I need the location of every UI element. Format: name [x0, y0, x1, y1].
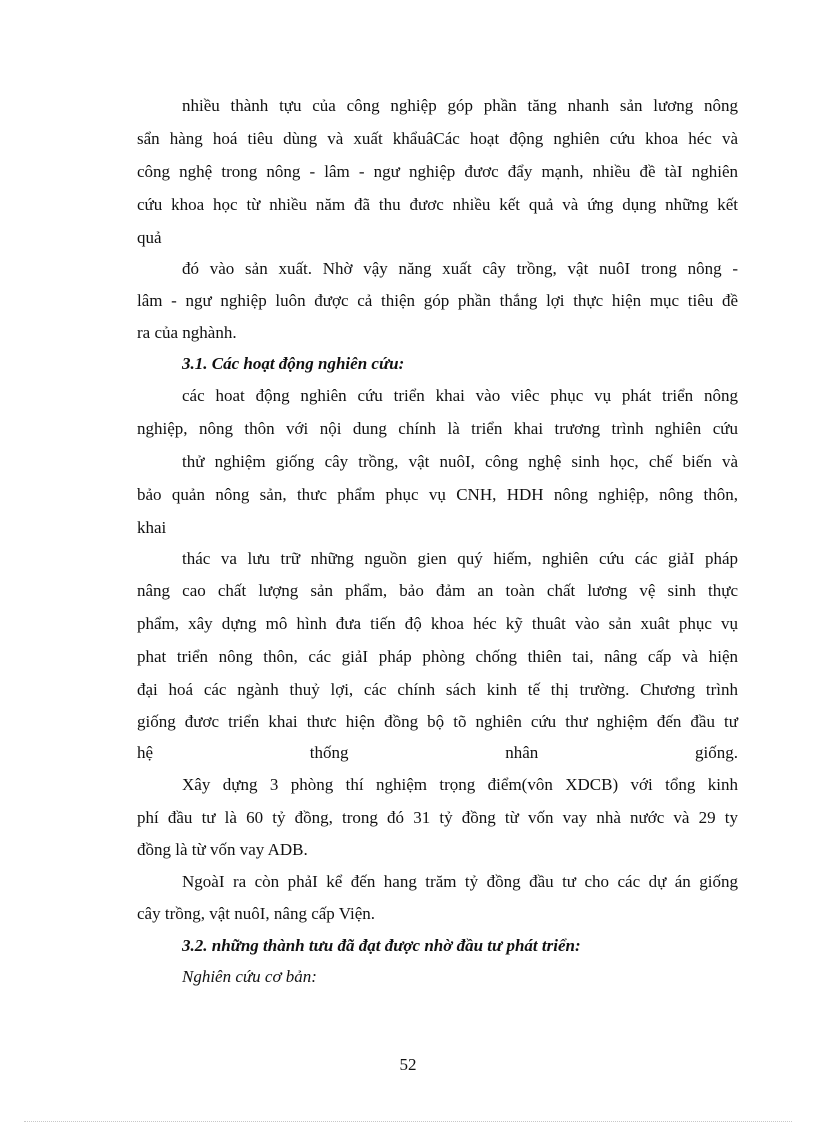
- text-line: đồng là từ vốn vay ADB.: [137, 840, 308, 859]
- text-line: công nghệ trong nông - lâm - ngư nghiệp đươc đẩy mạnh, nhiều đề tàI nghiên: [137, 162, 738, 181]
- text-line: thác va lưu trữ những nguồn gien quý hiếm, nghiên cứu các giảI pháp: [182, 549, 738, 568]
- text-line: ra của nghành.: [137, 323, 237, 342]
- text-line: nghiệp, nông thôn với nội dung chính là triển khai trương trình nghiên cứu: [137, 419, 738, 438]
- text-line: Xây dựng 3 phòng thí nghiệm trọng điểm(vôn XDCB) với tổng kinh: [182, 775, 738, 794]
- text-line: các hoat động nghiên cứu triển khai vào viêc phục vụ phát triển nông: [182, 386, 738, 405]
- section-heading: 3.2. những thành tưu đã đạt được nhờ đầu tư phát triển:: [182, 936, 581, 955]
- text-line: NgoàI ra còn phảI kể đến hang trăm tỷ đồng đầu tư cho các dự án giống: [182, 872, 738, 891]
- text-line: giống đươc triển khai thưc hiện đồng bộ tõ nghiên cứu thư nghiệm đến đầu tư: [137, 712, 738, 731]
- text-line: lâm - ngư nghiệp luôn được cả thiện góp phần thắng lợi thực hiện mục tiêu đề: [137, 291, 738, 310]
- text-line: đó vào sản xuất. Nhờ vậy năng xuất cây trồng, vật nuôI trong nông -: [182, 259, 738, 278]
- subheading: Nghiên cứu cơ bản:: [182, 967, 317, 986]
- section-heading: 3.1. Các hoạt động nghiên cứu:: [182, 354, 405, 373]
- text-line: phí đầu tư là 60 tỷ đồng, trong đó 31 tỷ đồng từ vốn vay nhà nước và 29 ty: [137, 808, 738, 827]
- text-line: hệ thống nhân giống.: [137, 743, 738, 762]
- text-line: nâng cao chất lượng sản phẩm, bảo đảm an toàn chất lương vệ sinh thực: [137, 581, 738, 600]
- text-line: nhiều thành tựu của công nghiệp góp phần tăng nhanh sản lương nông: [182, 96, 738, 115]
- page-number: 52: [399, 1055, 417, 1074]
- text-line: thử nghiệm giống cây trồng, vật nuôI, công nghệ sinh học, chế biến và: [182, 452, 738, 471]
- page-bottom-divider: [24, 1121, 792, 1122]
- text-line: phẩm, xây dựng mô hình đưa tiến độ khoa héc kỹ thuât vào sản xuât phục vụ: [137, 614, 738, 633]
- text-line: cứu khoa học từ nhiều năm đã thu đươc nhiều kết quả và ứng dụng những kết: [137, 195, 738, 214]
- text-line: phat triển nông thôn, các giảI pháp phòng chống thiên tai, nâng cấp và hiện: [137, 647, 738, 666]
- text-line: sẩn hàng hoá tiêu dùng và xuất khẩuâCác hoạt động nghiên cứu khoa héc và: [137, 129, 738, 148]
- text-line: cây trồng, vật nuôI, nâng cấp Viện.: [137, 904, 376, 923]
- text-line: bảo quản nông sản, thưc phẩm phục vụ CNH, HDH nông nghiệp, nông thôn,: [137, 485, 738, 504]
- text-line: quả: [137, 228, 162, 247]
- text-line: khai: [137, 518, 167, 537]
- text-line: đại hoá các ngành thuỷ lợi, các chính sách kinh tế thị trường. Chương trình: [137, 680, 738, 699]
